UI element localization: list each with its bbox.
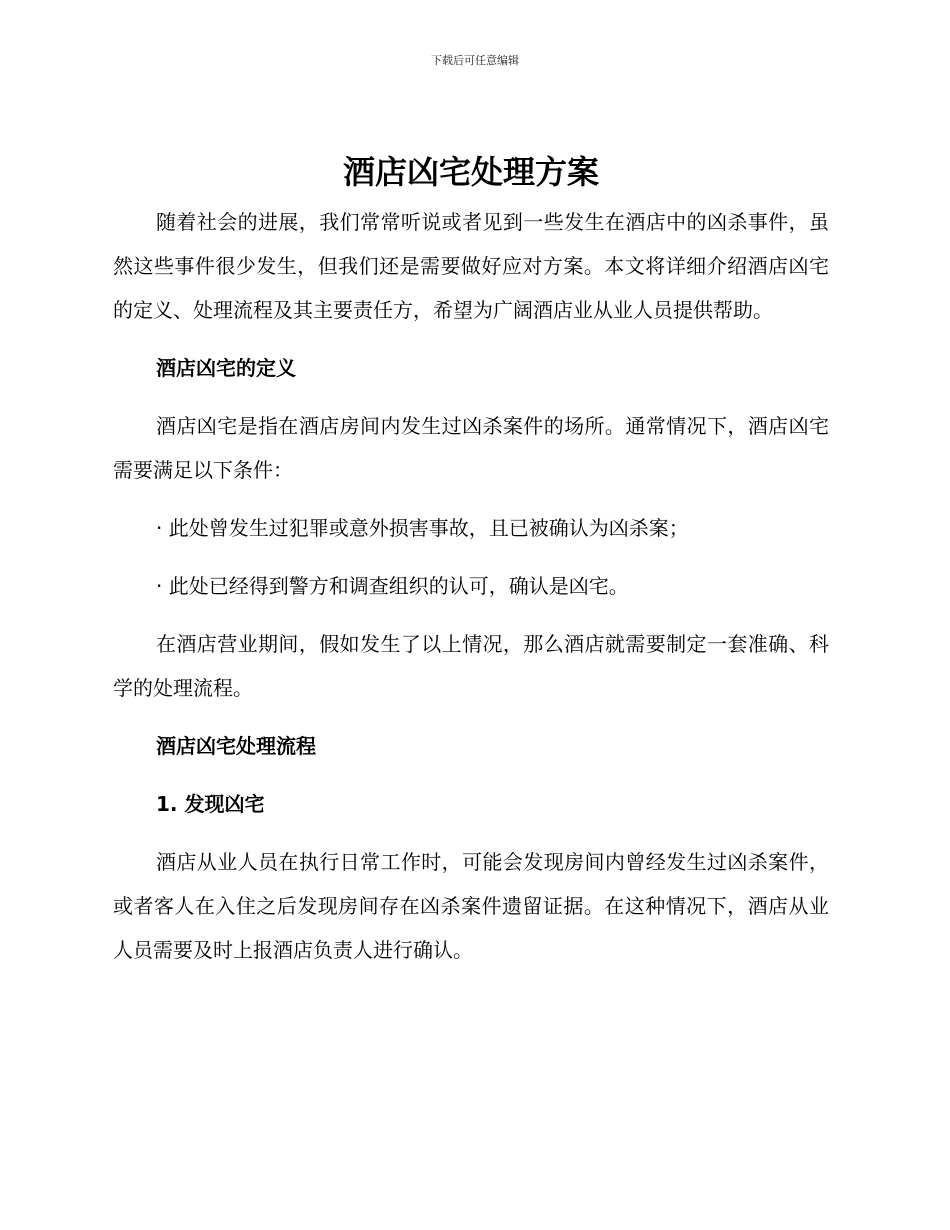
intro-paragraph: 随着社会的进展，我们常常听说或者见到一些发生在酒店中的凶杀事件，虽然这些事件很少发生，但我们还是需要做好应对方案。本文将详细介绍酒店凶宅的定义、处理流程及其主要责任方，希望为广阔酒店业从业人员提供帮助。 <box>113 210 829 322</box>
header-note: 下载后可任意编辑 <box>431 54 519 67</box>
definition-closing-paragraph: 在酒店营业期间，假如发生了以上情况，那么酒店就需要制定一套准确、科学的处理流程。 <box>113 632 829 700</box>
process-heading: 酒店凶宅处理流程 <box>156 734 316 758</box>
definition-bullet-1: · 此处曾发生过犯罪或意外损害事故，且已被确认为凶杀案； <box>156 516 689 540</box>
process-step1-paragraph: 酒店从业人员在执行日常工作时，可能会发现房间内曾经发生过凶杀案件，或者客人在入住之后发现房间存在凶杀案件遗留证据。在这种情况下，酒店从业人员需要及时上报酒店负责人进行确认。 <box>113 850 829 962</box>
definition-bullet-2: · 此处已经得到警方和调查组织的认可，确认是凶宅。 <box>156 574 629 598</box>
definition-paragraph: 酒店凶宅是指在酒店房间内发生过凶杀案件的场所。通常情况下，酒店凶宅需要满足以下条件： <box>113 414 829 482</box>
document-body <box>113 150 829 972</box>
definition-heading: 酒店凶宅的定义 <box>156 356 296 380</box>
document-title: 酒店凶宅处理方案 <box>342 153 599 191</box>
process-step1-heading: 1. 发现凶宅 <box>156 792 265 816</box>
